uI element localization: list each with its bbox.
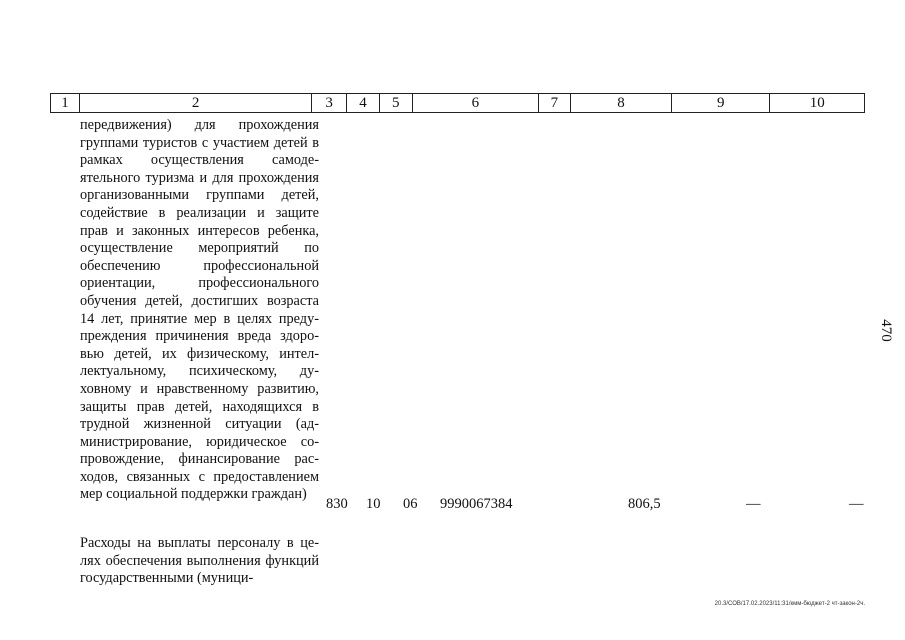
row-description: передвижения) для прохождения группами туристов с участием детей в рамках осуществления самодеятельного туризма и для прохождения организованными группами детей, содействие в реализации и защите прав и законных интересов ребенка, осуществление мероприятий по обеспечению профессиональной ориентации, профессионального обучения детей, достигших возраста 14 лет, принятие мер в целях предупреждения причинения вреда здоровью детей, их физическому, интеллектуальному, психическому, духовному и нравственному развитию, защиты прав детей, находящихся в трудной жизненной ситуации (администрирование, юридическое сопровождение, финансирование расходов, связанных с предоставлением мер социальной поддержки граждан)	[80, 117, 319, 503]
header-cell-9: 9	[672, 94, 770, 112]
header-cell-7: 7	[539, 94, 571, 112]
header-cell-4: 4	[347, 94, 380, 112]
header-cell-6: 6	[413, 94, 539, 112]
header-cell-5: 5	[380, 94, 413, 112]
cell-col5: 06	[403, 496, 418, 512]
footer-note: 20.3/СОВ/17.02.2023/11:31/кмм-бюджет-2 чт-закон-2ч.	[714, 601, 865, 607]
cell-col8: 806,5	[628, 496, 661, 512]
cell-col4: 10	[366, 496, 381, 512]
cell-col10: —	[849, 496, 864, 512]
table-header-row	[50, 93, 865, 113]
cell-col6: 9990067384	[440, 496, 513, 512]
header-cell-2: 2	[80, 94, 312, 112]
header-cell-8: 8	[571, 94, 672, 112]
header-cell-1: 1	[51, 94, 80, 112]
cell-col9: —	[746, 496, 761, 512]
next-row-description: Расходы на выплаты персоналу в целях обеспечения выполнения функций государственными (муници-	[80, 535, 319, 587]
cell-col3: 830	[326, 496, 348, 512]
page-number: 470	[877, 319, 894, 342]
header-cell-3: 3	[312, 94, 347, 112]
header-cell-10: 10	[809, 95, 825, 111]
